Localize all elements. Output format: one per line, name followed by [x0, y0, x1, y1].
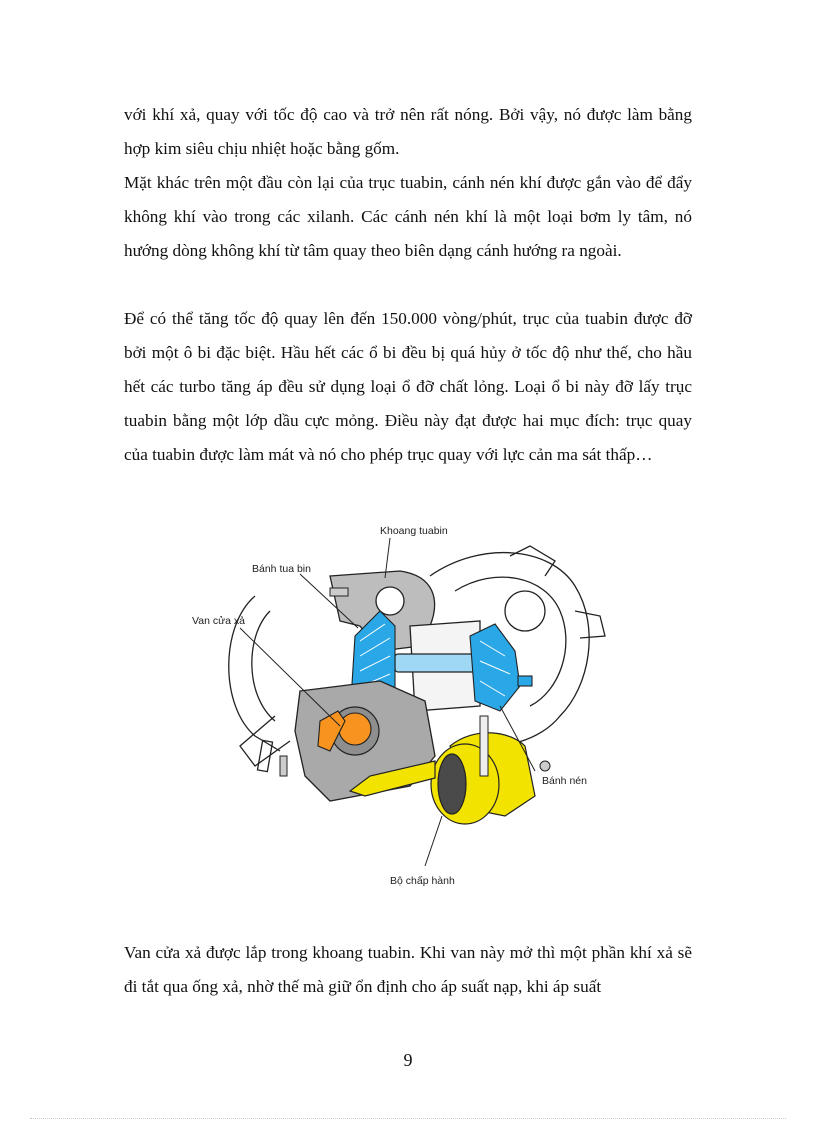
label-actuator: Bộ chấp hành: [390, 875, 455, 887]
label-compressor-wheel: Bánh nén: [542, 775, 587, 787]
label-turbine-housing: Khoang tuabin: [380, 525, 448, 537]
label-turbine-wheel: Bánh tua bin: [252, 563, 311, 575]
turbocharger-diagram: [180, 516, 640, 896]
actuator-rod: [480, 716, 488, 776]
page-number: 9: [403, 1050, 413, 1070]
paragraph-compressor-wheel: Mặt khác trên một đầu còn lại của trục tuabin, cánh nén khí được gắn vào để đẩy không khí vào trong các xilanh. Các cánh nén khí là một loại bơm ly tâm, nó hướng dòng không khí từ tâm quay theo biên dạng cánh hướng ra ngoài.: [124, 173, 692, 260]
compressor-wheel: [470, 624, 532, 711]
page-bottom-divider: [30, 1118, 786, 1119]
label-wastegate-valve: Van cửa xả: [192, 615, 245, 627]
paragraph-bearing: Để có thể tăng tốc độ quay lên đến 150.000 vòng/phút, trục của tuabin được đỡ bởi một ô bi đặc biệt. Hầu hết các ổ bi đều bị quá hủy ở tốc độ như thế, cho hầu hết các turbo tăng áp đều sử dụng loại ổ đỡ chất lỏng. Loại ổ bi này đỡ lấy trục tuabin bằng một lớp dầu cực mỏng. Điều này đạt được hai mục đích: trục quay của tuabin được làm mát và nó cho phép trục quay với lực cản ma sát thấp…: [124, 309, 692, 464]
paragraph-wastegate: Van cửa xả được lắp trong khoang tuabin. Khi van này mở thì một phần khí xả sẽ đi tắt qua ống xả, nhờ thế mà giữ ổn định cho áp suất nạp, khi áp suất: [124, 943, 692, 996]
paragraph-turbine-material: với khí xả, quay với tốc độ cao và trở nên rất nóng. Bởi vậy, nó được làm bằng hợp kim siêu chịu nhiệt hoặc bằng gốm.: [124, 105, 692, 158]
